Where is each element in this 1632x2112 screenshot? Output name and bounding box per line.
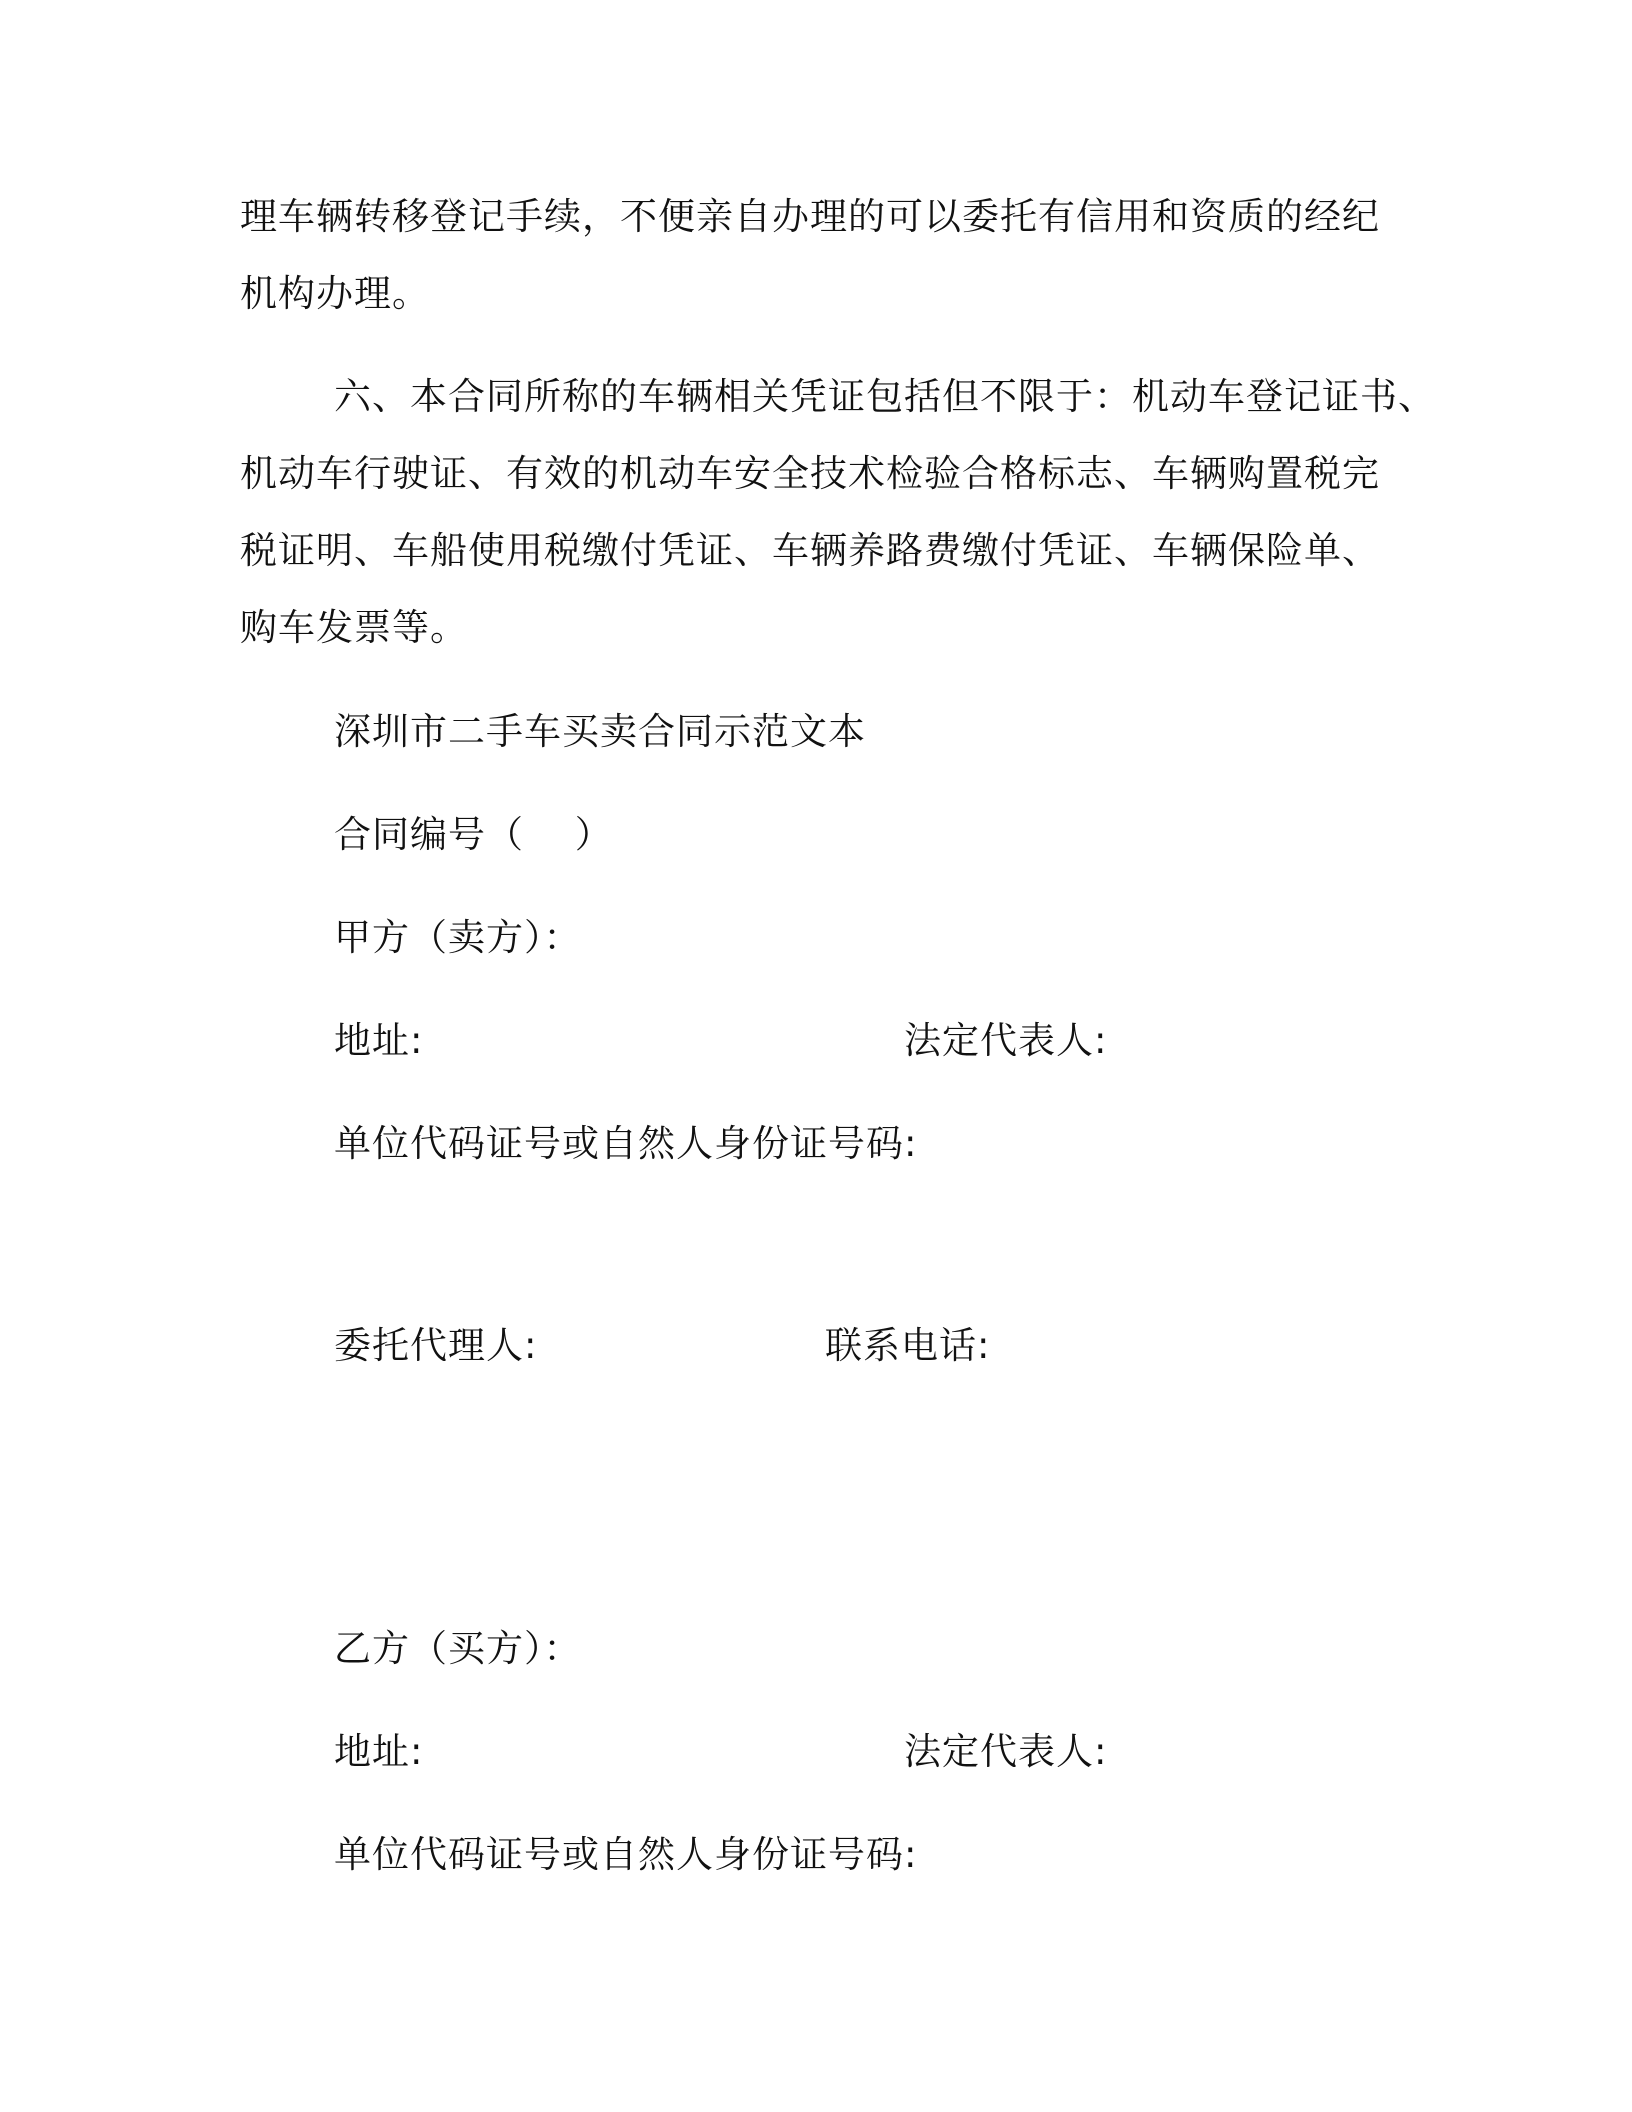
- body-text-line: 机动车行驶证、有效的机动车安全技术检验合格标志、车辆购置税完: [240, 452, 1380, 495]
- party-b-heading: 乙方（买方）：: [334, 1627, 582, 1670]
- party-b-address-label: 地址:: [334, 1730, 424, 1773]
- body-text-line: 机构办理。: [240, 272, 430, 315]
- contract-number-label: 合同编号（ ）: [334, 813, 613, 856]
- body-text-line: 购车发票等。: [240, 606, 468, 649]
- party-a-id-label: 单位代码证号或自然人身份证号码:: [334, 1122, 918, 1165]
- body-text-line: 税证明、车船使用税缴付凭证、车辆养路费缴付凭证、车辆保险单、: [240, 529, 1380, 572]
- party-b-id-label: 单位代码证号或自然人身份证号码:: [334, 1833, 918, 1876]
- body-text-line: 六、本合同所称的车辆相关凭证包括但不限于：机动车登记证书、: [334, 375, 1436, 418]
- party-a-address-label: 地址:: [334, 1019, 424, 1062]
- party-a-agent-label: 委托代理人:: [334, 1324, 538, 1367]
- contract-title: 深圳市二手车买卖合同示范文本: [334, 710, 866, 753]
- party-a-legal-rep-label: 法定代表人:: [904, 1019, 1108, 1062]
- party-a-phone-label: 联系电话:: [825, 1324, 991, 1367]
- party-b-legal-rep-label: 法定代表人:: [904, 1730, 1108, 1773]
- body-text-line: 理车辆转移登记手续，不便亲自办理的可以委托有信用和资质的经纪: [240, 195, 1380, 238]
- party-a-heading: 甲方（卖方）：: [334, 916, 582, 959]
